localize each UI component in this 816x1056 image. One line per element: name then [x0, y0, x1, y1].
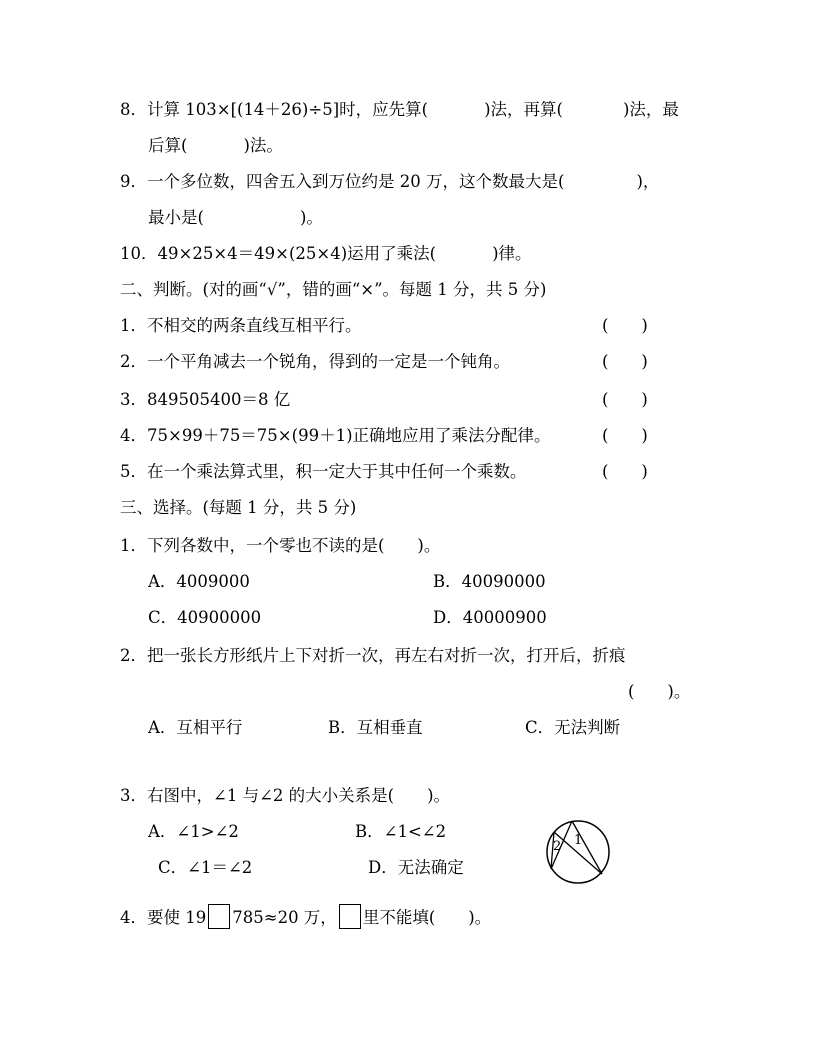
question-8-line2	[148, 136, 283, 156]
question-number: 2．	[120, 352, 147, 371]
section-3-title: 三、选择。(每题 1 分，共 5 分)	[120, 498, 357, 517]
judge-answer-2[interactable]: ( )	[602, 352, 648, 371]
section-2-title: 二、判断。(对的画“√”，错的画“×”。每题 1 分，共 5 分)	[120, 280, 547, 299]
option-c[interactable]: C．40900000	[148, 608, 262, 627]
question-number: 1．	[120, 316, 147, 335]
question-number: 10．	[120, 244, 158, 263]
question-9-line2	[148, 208, 323, 228]
question-text: )律。	[492, 244, 532, 263]
question-text: 下列各数中，一个零也不读的是( )。	[147, 536, 441, 555]
question-text: 右图中，∠1 与∠2 的大小关系是( )。	[147, 786, 451, 805]
digit-box[interactable]	[208, 904, 230, 929]
option-a[interactable]: A．4009000	[148, 572, 250, 591]
question-text: 一个平角减去一个锐角，得到的一定是一个钝角。	[147, 352, 510, 371]
choice-question-4	[120, 904, 491, 929]
choice-question-2	[120, 646, 626, 666]
question-text: 不相交的两条直线互相平行。	[147, 316, 362, 335]
question-number: 4．	[120, 426, 147, 445]
question-number: 2．	[120, 646, 147, 665]
question-text: )法，再算(	[484, 100, 563, 119]
judge-item-5	[120, 462, 527, 482]
option-c[interactable]: C．∠1＝∠2	[158, 858, 253, 877]
angle-label-1: 1	[574, 833, 583, 848]
question-number: 4．	[120, 908, 147, 927]
question-text: 里不能填( )。	[362, 908, 492, 927]
question-text: )法，最	[622, 100, 679, 119]
judge-item-2	[120, 352, 510, 372]
question-number: 5．	[120, 462, 147, 481]
choice-2-answer[interactable]: ( )。	[628, 682, 691, 701]
circle-angle-figure	[540, 812, 616, 888]
option-b[interactable]: B．∠1<∠2	[355, 822, 447, 841]
option-b[interactable]: B．40090000	[433, 572, 546, 591]
judge-item-1	[120, 316, 362, 336]
option-c[interactable]: C．无法判断	[525, 718, 621, 737]
judge-item-3	[120, 390, 290, 410]
question-text: 后算(	[148, 136, 188, 155]
question-text: 75×99＋75＝75×(99＋1)正确地应用了乘法分配律。	[147, 426, 551, 445]
judge-answer-1[interactable]: ( )	[602, 316, 648, 335]
judge-answer-5[interactable]: ( )	[602, 462, 648, 481]
question-text: 把一张长方形纸片上下对折一次，再左右对折一次，打开后，折痕	[147, 646, 626, 665]
question-text: 785≈20 万，	[232, 908, 337, 927]
question-number: 8．	[120, 100, 147, 119]
option-d[interactable]: D．40000900	[433, 608, 547, 627]
question-text: 一个多位数，四舍五入到万位约是 20 万，这个数最大是(	[147, 172, 565, 191]
option-a[interactable]: A．互相平行	[148, 718, 243, 737]
choice-question-1	[120, 536, 440, 556]
question-number: 1．	[120, 536, 147, 555]
question-number: 3．	[120, 390, 147, 409]
angle-label-2: 2	[553, 839, 562, 854]
question-8-line1	[120, 100, 679, 120]
question-text: )，	[636, 172, 660, 191]
choice-question-3	[120, 786, 450, 806]
judge-item-4	[120, 426, 551, 446]
option-a[interactable]: A．∠1>∠2	[148, 822, 239, 841]
question-text: 要使 19	[147, 908, 207, 927]
option-b[interactable]: B．互相垂直	[328, 718, 423, 737]
question-text: 49×25×4＝49×(25×4)运用了乘法(	[157, 244, 437, 263]
question-number: 3．	[120, 786, 147, 805]
digit-box[interactable]	[339, 904, 361, 929]
question-text: 最小是(	[148, 208, 204, 227]
question-9-line1	[120, 172, 659, 192]
question-text: 849505400＝8 亿	[147, 390, 291, 409]
question-10	[120, 244, 532, 264]
question-text: )。	[299, 208, 323, 227]
judge-answer-4[interactable]: ( )	[602, 426, 648, 445]
question-text: )法。	[243, 136, 283, 155]
question-text: 计算 103×[(14＋26)÷5]时，应先算(	[147, 100, 429, 119]
option-d[interactable]: D．无法确定	[368, 858, 464, 877]
question-text: 在一个乘法算式里，积一定大于其中任何一个乘数。	[147, 462, 527, 481]
question-number: 9．	[120, 172, 147, 191]
judge-answer-3[interactable]: ( )	[602, 390, 648, 409]
